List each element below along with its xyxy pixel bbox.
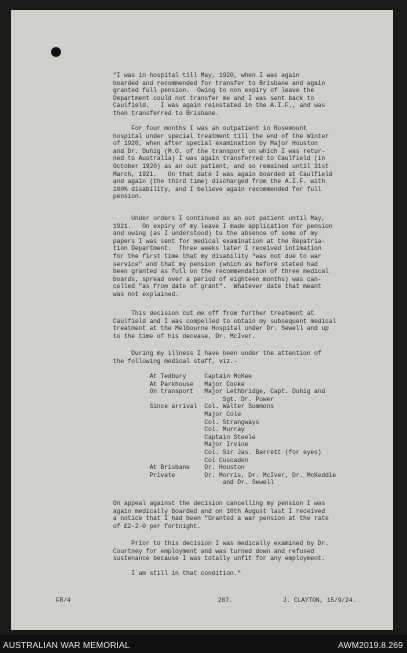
- medical-staff-list: At Tedbury Captain McKee At Parkhouse Major Cooke On transport Major Lethbridge, Capt. Duhig and Sgt. Dr. Power Since arrival Col. Walter Summons Major Cole Col. Strangways Col. Murray Captain Steele Major Irvine Col. Sir Jas. Barrett (for eyes) Col Cuscaden At Brisbane Dr. Houston Private Dr. Morris, Dr. McIver, Dr. McKeddie and Dr. Sewell: [149, 373, 337, 487]
- punch-hole: [51, 47, 61, 57]
- paragraph-3: Under orders I continued as an out patient until May, 1921. On expiry of my leave I made application for pension and owing (as I understood) to the absence of some of my papers I was sent for medical examination at the Repatria- tion Department. Three weeks later I received intimation for the first time that my disability "was not due to war service" and that my pension (which as before stated had been granted as full on the recommendation of three medical boards, spread over a period of eighteen months) was can- celled "as from date of grant". Whatever date that meant was not explained.: [113, 215, 333, 298]
- item-id: AWM2019.8.269: [338, 640, 403, 650]
- file-reference: FR/4: [56, 597, 71, 604]
- signature-line: J. CLAYTON, 15/9/24.: [283, 597, 357, 604]
- paragraph-6: On appeal against the decision cancelling my pension I was again medically boarded and on 10th August last I received a notice that I had been "Granted a war pension at the rate of £2-2-0 per fortnight.: [113, 500, 329, 530]
- paragraph-8: I am still in that condition.": [113, 570, 241, 577]
- paragraph-5: During my illness I have been under the attention of the following medical staff, viz.-: [113, 350, 322, 365]
- archive-name: AUSTRALIAN WAR MEMORIAL: [3, 640, 130, 650]
- paragraph-2: For four months I was an outpatient in Rosemount hospital under special treatment till the end of the Winter of 1920, when after special examination by Major Houston and Dr. Duhig (M.O. of the transport on which I was retur- ned to Australia) I was again transferred to Caulfield (in October 1920) as an out patient, and so remained until 31st March, 1921. On that date I was again boarded at Caulfield and again (the third time) discharged from the A.I.F. with 100% disability, and I believe again recommended for full pension.: [113, 125, 333, 201]
- paragraph-7: Prior to this decision I was medically examined by Dr. Courtney for employment and was turned down and refused sustenance because I was totally unfit for any employment.: [113, 540, 329, 563]
- paragraph-4: This decision cut me off from further treatment at Caulfield and I was compelled to obtain my subsequent medical treatment at the Melbourne Hospital under Dr. Sewell and up to the time of his decease, Dr. McIver.: [113, 310, 337, 340]
- paragraph-1: "I was in hospital till May, 1920, when I was again boarded and recommended for transfer to Brisbane and again granted full pension. Owing to non expiry of leave the Department could not transfer me and I was sent back to Caulfield. I was again reinstated in the A.I.F., and was then transferred to Brisbane.: [113, 72, 326, 117]
- page-number: 287.: [218, 597, 233, 604]
